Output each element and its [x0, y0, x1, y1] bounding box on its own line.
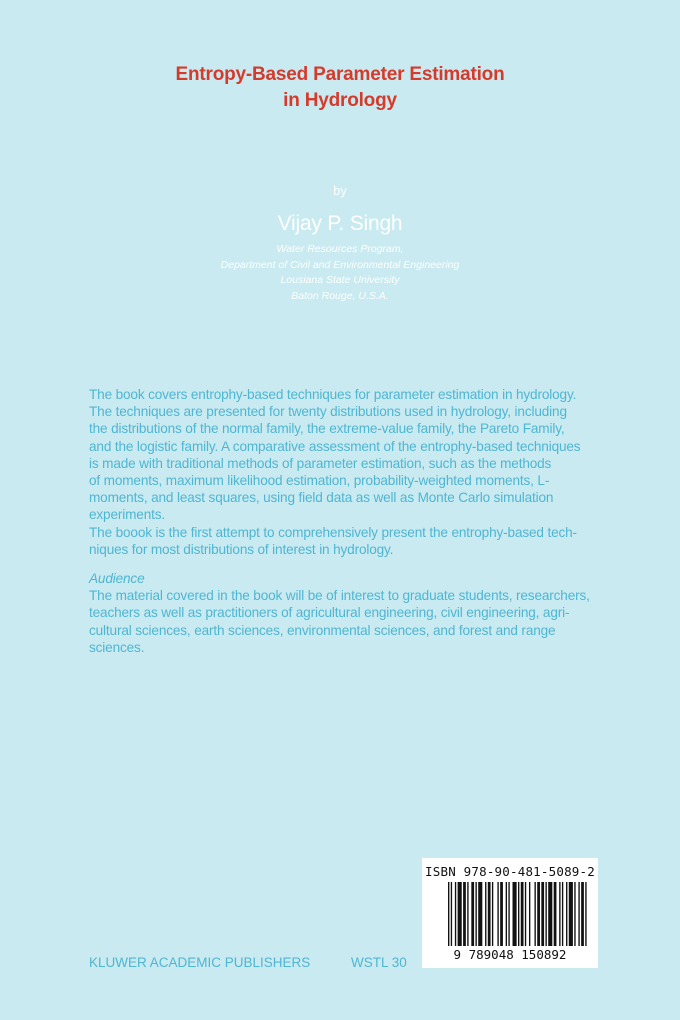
affiliation-line: Water Resources Program,: [276, 243, 404, 255]
description-block: [89, 386, 604, 656]
description-line: experiments.: [89, 507, 166, 523]
title-line-2: in Hydrology: [283, 90, 397, 111]
ean-number: 9 789048 150892: [453, 947, 567, 962]
book-title: [0, 62, 680, 114]
audience-line: sciences.: [89, 639, 145, 655]
description-line: The book covers entrophy-based techniques for parameter estimation in hydrology.: [89, 387, 577, 402]
isbn-number: ISBN 978-90-481-5089-2: [425, 864, 595, 879]
description-line: The techniques are presented for twenty distributions used in hydrology, including: [89, 404, 567, 420]
audience-line: teachers as well as practitioners of agricultural engineering, civil engineering, agri-: [89, 605, 570, 621]
by-label: by: [333, 183, 347, 198]
audience-line: The material covered in the book will be of interest to graduate students, researchers,: [89, 588, 590, 604]
description-line: is made with traditional methods of parameter estimation, such as the methods: [89, 455, 552, 471]
series-code: WSTL 30: [351, 955, 407, 970]
affiliation-line: Baton Rouge, U.S.A.: [291, 289, 389, 302]
description-line: moments, and least squares, using field data as well as Monte Carlo simulation: [89, 490, 554, 506]
affiliation-line: Department of Civil and Environmental Engineering: [220, 258, 460, 271]
description-line: and the logistic family. A comparative assessment of the entrophy-based techniques: [89, 438, 581, 454]
barcode-icon: [448, 882, 588, 946]
description-line: of moments, maximum likelihood estimation, probability-weighted moments, L-: [89, 473, 550, 489]
audience-line: cultural sciences, earth sciences, environmental sciences, and forest and range: [89, 622, 556, 638]
description-line: the distributions of the normal family, the extreme-value family, the Pareto Family,: [89, 421, 565, 437]
description-line: The boook is the first attempt to comprehensively present the entrophy-based tech-: [89, 524, 577, 540]
affiliation-line: Lousiana State University: [280, 274, 400, 286]
publisher-name: KLUWER ACADEMIC PUBLISHERS: [89, 955, 311, 970]
barcode-label: [422, 858, 598, 968]
audience-heading: Audience: [89, 571, 145, 587]
description-line: niques for most distributions of interest in hydrology.: [89, 541, 394, 557]
title-line-1: Entropy-Based Parameter Estimation: [175, 64, 505, 85]
author-affiliation: [0, 242, 680, 304]
author-name: Vijay P. Singh: [277, 212, 403, 235]
